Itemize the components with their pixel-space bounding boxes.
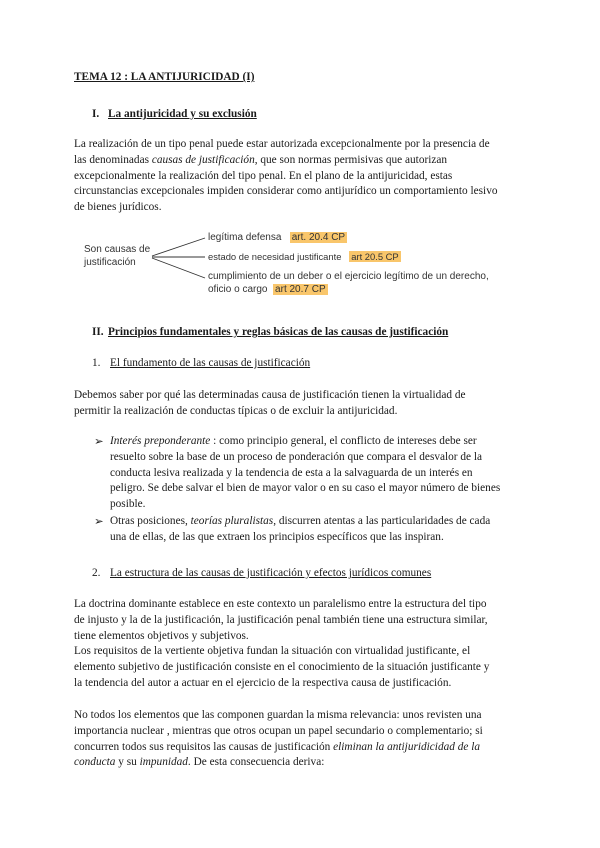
arrow-bullet-icon: ➢ xyxy=(94,436,104,448)
para-line: importancia nuclear , mientras que otros ocupan un papel secundario o complementario; si xyxy=(74,724,483,737)
section-2-heading: Principios fundamentales y reglas básicas de las causas de justificación xyxy=(108,326,449,338)
para-line: conducta lesiva realizada y la tendencia de esta a la salvaguarda de un interés en xyxy=(110,466,473,479)
para-line: posible. xyxy=(110,498,146,511)
section-2-number: II. xyxy=(92,326,104,338)
subsection-1-number: 1. xyxy=(92,357,101,369)
para-line: Debemos saber por qué las determinadas causa de justificación tienen la virtualidad de xyxy=(74,389,466,401)
diagram-item-2 xyxy=(208,251,401,264)
section-1-paragraph xyxy=(74,137,498,216)
bullet-item xyxy=(110,434,500,513)
subsection-1-paragraph xyxy=(74,388,465,420)
emphasis-run: impunidad xyxy=(139,756,188,769)
para-line: Los requisitos de la vertiente objetiva fundan la situación con virtualidad justificante, el xyxy=(74,645,471,658)
branch-line-3 xyxy=(152,258,205,278)
causas-term: causas de justificación xyxy=(151,153,255,166)
para-line: circunstancias excepcionales impiden considerar como antijurídico un comportamiento lesivo xyxy=(74,185,498,198)
para-line: de bienes jurídicos. xyxy=(74,201,162,214)
item-text: oficio o cargo xyxy=(208,283,268,295)
item-ref: art. 20.4 CP xyxy=(291,232,346,243)
item-text: estado de necesidad justificante xyxy=(208,251,342,262)
subsection-2-heading: La estructura de las causas de justificación y efectos jurídicos comunes xyxy=(110,567,432,579)
para-line xyxy=(110,434,500,450)
para-line xyxy=(74,153,498,169)
text-run: , discurren atentas a las particularidades de cada xyxy=(273,515,491,527)
section-1-number: I. xyxy=(92,108,100,120)
para-line xyxy=(74,755,483,771)
para-line: de injusto y la de la justificación, la justificación penal también tiene una estructura similar, xyxy=(74,613,488,626)
subsection-2-paragraph-1 xyxy=(74,597,489,692)
emphasis-run: conducta xyxy=(74,756,116,769)
text-run: . De esta consecuencia deriva: xyxy=(187,756,325,769)
bullet-lead: Interés preponderante xyxy=(110,435,211,447)
para-line xyxy=(110,514,490,530)
arrow-bullet-icon: ➢ xyxy=(94,516,104,528)
para-line: La doctrina dominante establece en este contexto un paralelismo entre la estructura del tipo xyxy=(74,598,487,610)
bullet-lead: teorías pluralistas xyxy=(190,515,274,527)
para-line: excepcionalmente la realización del tipo penal. En el plano de la antijuricidad, estas xyxy=(74,169,453,182)
item-ref: art 20.5 CP xyxy=(351,251,399,262)
item-text: cumplimiento de un deber o el ejercicio legítimo de un derecho, xyxy=(208,271,489,282)
para-line: tiene elementos objetivos y subjetivos. xyxy=(74,629,249,642)
text-run: y su xyxy=(115,756,140,769)
text-run: : como principio general, el conflicto de intereses debe ser xyxy=(210,435,477,447)
para-line: una de ellas, de las que extraen los principios específicos que las inspiran. xyxy=(110,530,444,543)
page-title: TEMA 12 : LA ANTIJURICIDAD (I) xyxy=(74,71,255,83)
branch-line-1 xyxy=(152,238,205,256)
para-line: permitir la realización de conductas típicas o de excluir la antijuricidad. xyxy=(74,404,398,417)
text-run: concurren todos sus requisitos las causas de justificación xyxy=(74,740,334,753)
diagram-label-line: Son causas de xyxy=(84,244,151,255)
diagram-branch-lines xyxy=(150,232,210,292)
emphasis-run: eliminan la antijuridicidad de la xyxy=(333,740,480,753)
para-line: elemento subjetivo de justificación consiste en el conocimiento de la situación justificante y xyxy=(74,661,490,674)
section-1-heading: La antijuricidad y su exclusión xyxy=(108,108,257,120)
diagram-item-3 xyxy=(208,271,489,296)
text-run: , que son normas permisivas que autorizan xyxy=(254,153,448,166)
subsection-1-heading: El fundamento de las causas de justificación xyxy=(110,357,311,369)
diagram-label-line: justificación xyxy=(84,256,136,268)
item-text: legítima defensa xyxy=(208,232,282,243)
subsection-2-number: 2. xyxy=(92,567,101,579)
text-run: Otras posiciones, xyxy=(110,515,191,527)
text-run: las denominadas xyxy=(74,153,152,166)
bullet-item xyxy=(110,514,490,546)
para-line: la tendencia del autor a actuar en el ejercicio de la respectiva causa de justificación. xyxy=(74,676,452,689)
subsection-2-paragraph-2 xyxy=(74,708,483,771)
diagram-label xyxy=(84,244,150,269)
para-line: peligro. Se debe salvar el bien de mayor valor o en su caso el mayor número de bienes xyxy=(110,482,501,495)
para-line: No todos los elementos que las componen guardan la misma relevancia: unos revisten una xyxy=(74,709,482,721)
para-line: La realización de un tipo penal puede estar autorizada excepcionalmente por la presencia de xyxy=(74,138,490,150)
para-line: resuelto sobre la base de un proceso de ponderación que compara el desvalor de la xyxy=(110,450,483,463)
para-line xyxy=(74,740,483,756)
diagram-item-1 xyxy=(208,232,347,245)
item-ref: art 20.7 CP xyxy=(275,283,326,295)
